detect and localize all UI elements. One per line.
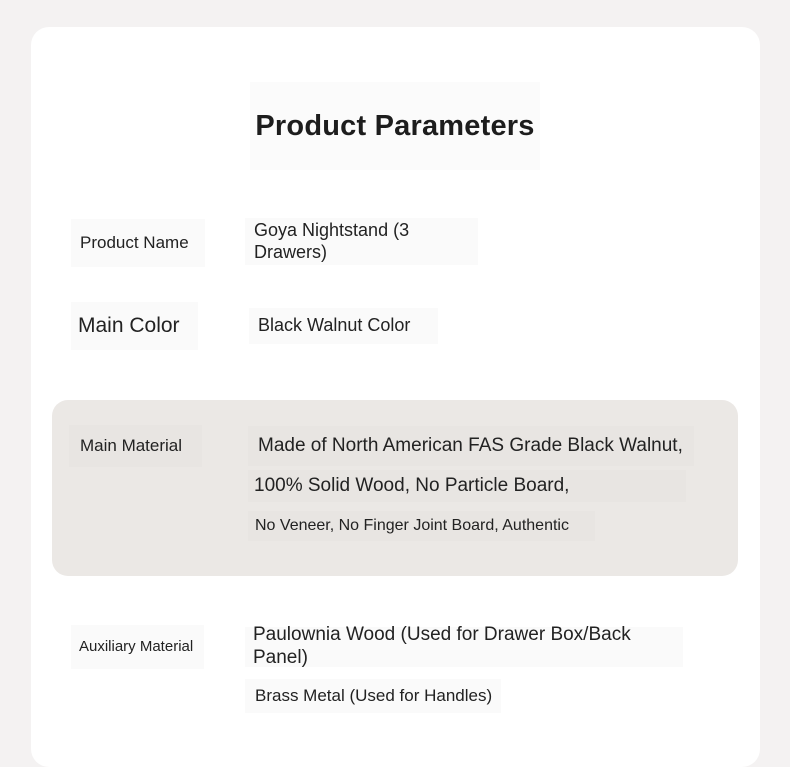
auxiliary-material-line-2: Brass Metal (Used for Handles) — [245, 679, 501, 713]
product-name-value: Goya Nightstand (3 Drawers) — [245, 218, 478, 265]
main-material-line-3: No Veneer, No Finger Joint Board, Authentic — [248, 511, 595, 541]
main-material-line-2: 100% Solid Wood, No Particle Board, — [248, 470, 686, 502]
main-material-line-1: Made of North American FAS Grade Black Walnut, — [248, 426, 694, 466]
title-container — [250, 82, 540, 170]
main-color-value: Black Walnut Color — [249, 308, 438, 344]
page-title: Product Parameters — [255, 109, 535, 142]
main-color-label: Main Color — [71, 302, 198, 350]
product-name-label: Product Name — [71, 219, 205, 267]
main-material-row — [52, 400, 738, 576]
main-material-label: Main Material — [69, 425, 202, 467]
auxiliary-material-line-1: Paulownia Wood (Used for Drawer Box/Back Panel) — [245, 627, 683, 667]
product-parameters-card — [31, 27, 760, 767]
auxiliary-material-label: Auxiliary Material — [71, 625, 204, 669]
